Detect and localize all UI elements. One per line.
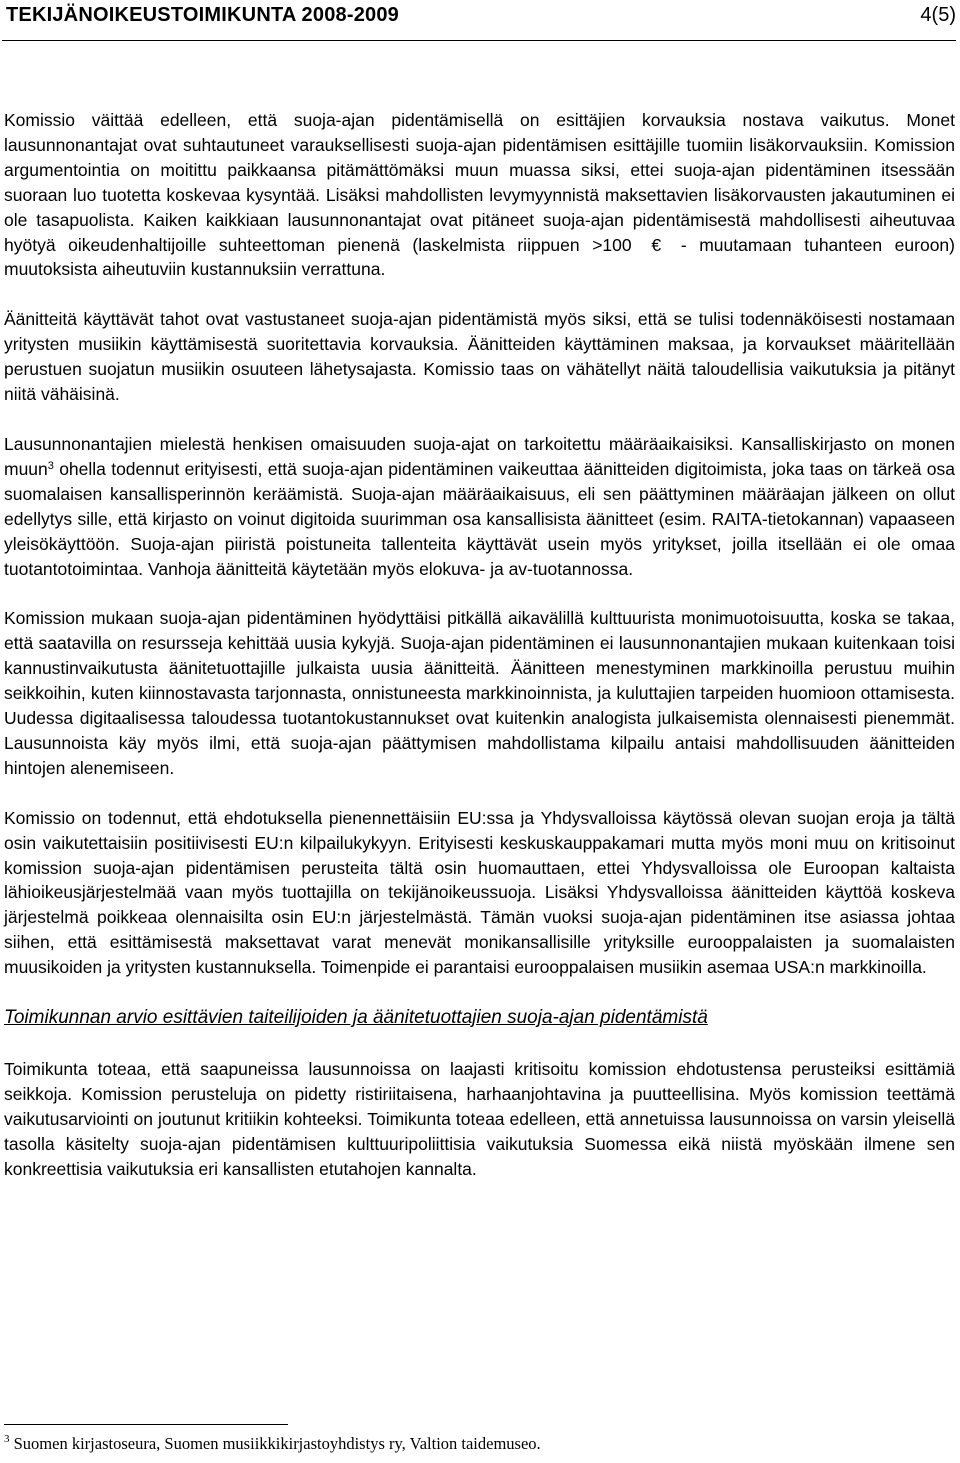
footnote-separator (4, 1424, 288, 1425)
paragraph-1 (4, 108, 955, 282)
page-number: 4(5) (920, 4, 956, 26)
document-body (4, 108, 955, 1207)
paragraph-6: Toimikunta toteaa, että saapuneissa lausunnoissa on laajasti kritisoitu komission ehdotustensa perusteiksi esittämiä seikkoja. Komission perusteluja on pidetty ristiriitaisena, harhaanjohtavina ja puutteellisina. Myös komission teettämä vaikutusarviointi on joutunut kritiikin kohteeksi. Toimikunta toteaa edelleen, että annetuissa lausunnoissa on varsin yleisellä tasolla käsitelty suoja-ajan pidentämisen kulttuuripoliittisia vaikutuksia Suomessa eikä niistä myöskään ilmene sen konkreettisia vaikutuksia eri kansallisten etutahojen kannalta. (4, 1059, 955, 1179)
paragraph-1-text-a: Komissio väittää edelleen, että suoja-ajan pidentämisellä on esittäjien korvauksia nostava vaikutus. Monet lausunnonantajat ovat suhtautuneet varauksellisesti suoja-ajan pidentämisen esittäjille tuomiin lisäkorvauksiin. Komission argumentointia on moitittu paikkaansa pitämättömäksi muun muassa siksi, ettei suoja-ajan pidentäminen itsessään suoraan luo tuotetta koskevaa kysyntää. Lisäksi mahdollisten levymyynnistä maksettavien lisäkorvausten jakautuminen ei ole tasapuolista. Kaiken kaikkiaan lausunnonantajat ovat pitäneet suoja-ajan pidentämisestä mahdollisesti aiheutuvaa hyötyä oikeudenhaltijoille suhteettoman pienenä (laskelmista riippuen >100 (4, 110, 955, 255)
paragraph-3 (4, 432, 955, 581)
document-title: TEKIJÄNOIKEUSTOIMIKUNTA 2008-2009 (6, 4, 399, 26)
footnote-reference: 3 (47, 459, 54, 472)
euro-symbol: € (651, 234, 662, 255)
footnote-text: Suomen kirjastoseura, Suomen musiikkikirjastoyhdistys ry, Valtion taidemuseo. (13, 1434, 541, 1453)
section-heading: Toimikunnan arvio esittävien taiteilijoiden ja äänitetuottajien suoja-ajan pidentämistä (4, 1007, 708, 1029)
footnote-number: 3 (4, 1433, 10, 1445)
paragraph-2: Äänitteitä käyttävät tahot ovat vastustaneet suoja-ajan pidentämistä myös siksi, että se tulisi todennäköisesti nostamaan yritysten musiikin käyttämisestä suoritettavia korvauksia. Äänitteiden käyttäminen maksaa, ja korvaukset määritellään perustuen suojatun musiikin osuuteen lähetysajasta. Komissio taas on vähätellyt näitä taloudellisia vaikutuksia ja pitänyt niitä vähäisinä. (4, 309, 955, 405)
paragraph-1-text-b: - muutamaan tuhanteen euroon) muutoksista aiheutuviin kustannuksiin verrattuna. (4, 234, 955, 280)
paragraph-4: Komission mukaan suoja-ajan pidentäminen hyödyttäisi pitkällä aikavälillä kulttuurista monimuotoisuutta, koska se takaa, että saatavilla on resursseja kehittää uusia kykyjä. Suoja-ajan pidentäminen ei lausunnonantajien mukaan kuitenkaan toisi kannustinvaikutusta äänitetuottajille julkaista uusia äänitteitä. Äänitteen menestyminen markkinoilla perustuu muihin seikkoihin, kuten kiinnostavasta tarjonnasta, onnistuneesta markkinoinnista, ja kuluttajien tarpeiden huomioon ottamisesta. Uudessa digitaalisessa taloudessa tuotantokustannukset ovat kuitenkin analogista julkaisemista olennaisesti pienemmät. Lausunnoista käy myös ilmi, että suoja-ajan päättymisen mahdollistama kilpailu antaisi mahdollisuuden äänitteiden hintojen alenemiseen. (4, 608, 955, 778)
paragraph-5: Komissio on todennut, että ehdotuksella pienennettäisiin EU:ssa ja Yhdysvalloissa käytössä olevan suojan eroja ja tältä osin vaikutettaisiin positiivisesti EU:n kilpailukykyyn. Erityisesti keskuskauppakamari mutta myös moni muu on kritisoinut komission suoja-ajan pidentämisen perusteita tältä osin huomauttaen, ettei Yhdysvalloissa ole Euroopan kaltaista lähioikeusjärjestelmää vaan myös tuottajilla on tekijänoikeussuoja. Lisäksi Yhdysvalloissa äänitteiden käyttöä koskeva järjestelmä poikkeaa olennaisilta osin EU:n järjestelmästä. Tämän vuoksi suoja-ajan pidentäminen itse asiassa johtaa siihen, että esittämisestä maksettavat varat menevät monikansallisille yrityksille eurooppalaisten ja suomalaisten muusikoiden ja yritysten kustannuksella. Toimenpide ei parantaisi eurooppalaisen musiikin asemaa USA:n markkinoilla. (4, 807, 955, 978)
paragraph-3-text-a: Lausunnonantajien mielestä henkisen omaisuuden suoja-ajat on tarkoitettu määräaikaisiksi. Kansalliskirjasto on monen muun (4, 433, 955, 479)
footnote (4, 1434, 541, 1454)
paragraph-3-text-b: ohella todennut erityisesti, että suoja-ajan pidentäminen vaikeuttaa äänitteiden digitoimista, joka taas on tärkeä osa suomalaisen kansallisperinnön keräämistä. Suoja-ajan määräaikaisuus, eli sen päättyminen määräajan jälkeen on ollut edellytys sille, että kirjasto on voinut digitoida suurimman osa kansallisista äänitteet (esim. RAITA-tietokannan) vapaaseen yleisökäyttöön. Suoja-ajan piiristä poistuneita tallenteita käyttävät usein myös yritykset, joilla itsellään ei ole omaa tuotantotoimintaa. Vanhoja äänitteitä käytetään myös elokuva- ja av-tuotannossa. (4, 458, 955, 579)
page-header (2, 0, 956, 41)
